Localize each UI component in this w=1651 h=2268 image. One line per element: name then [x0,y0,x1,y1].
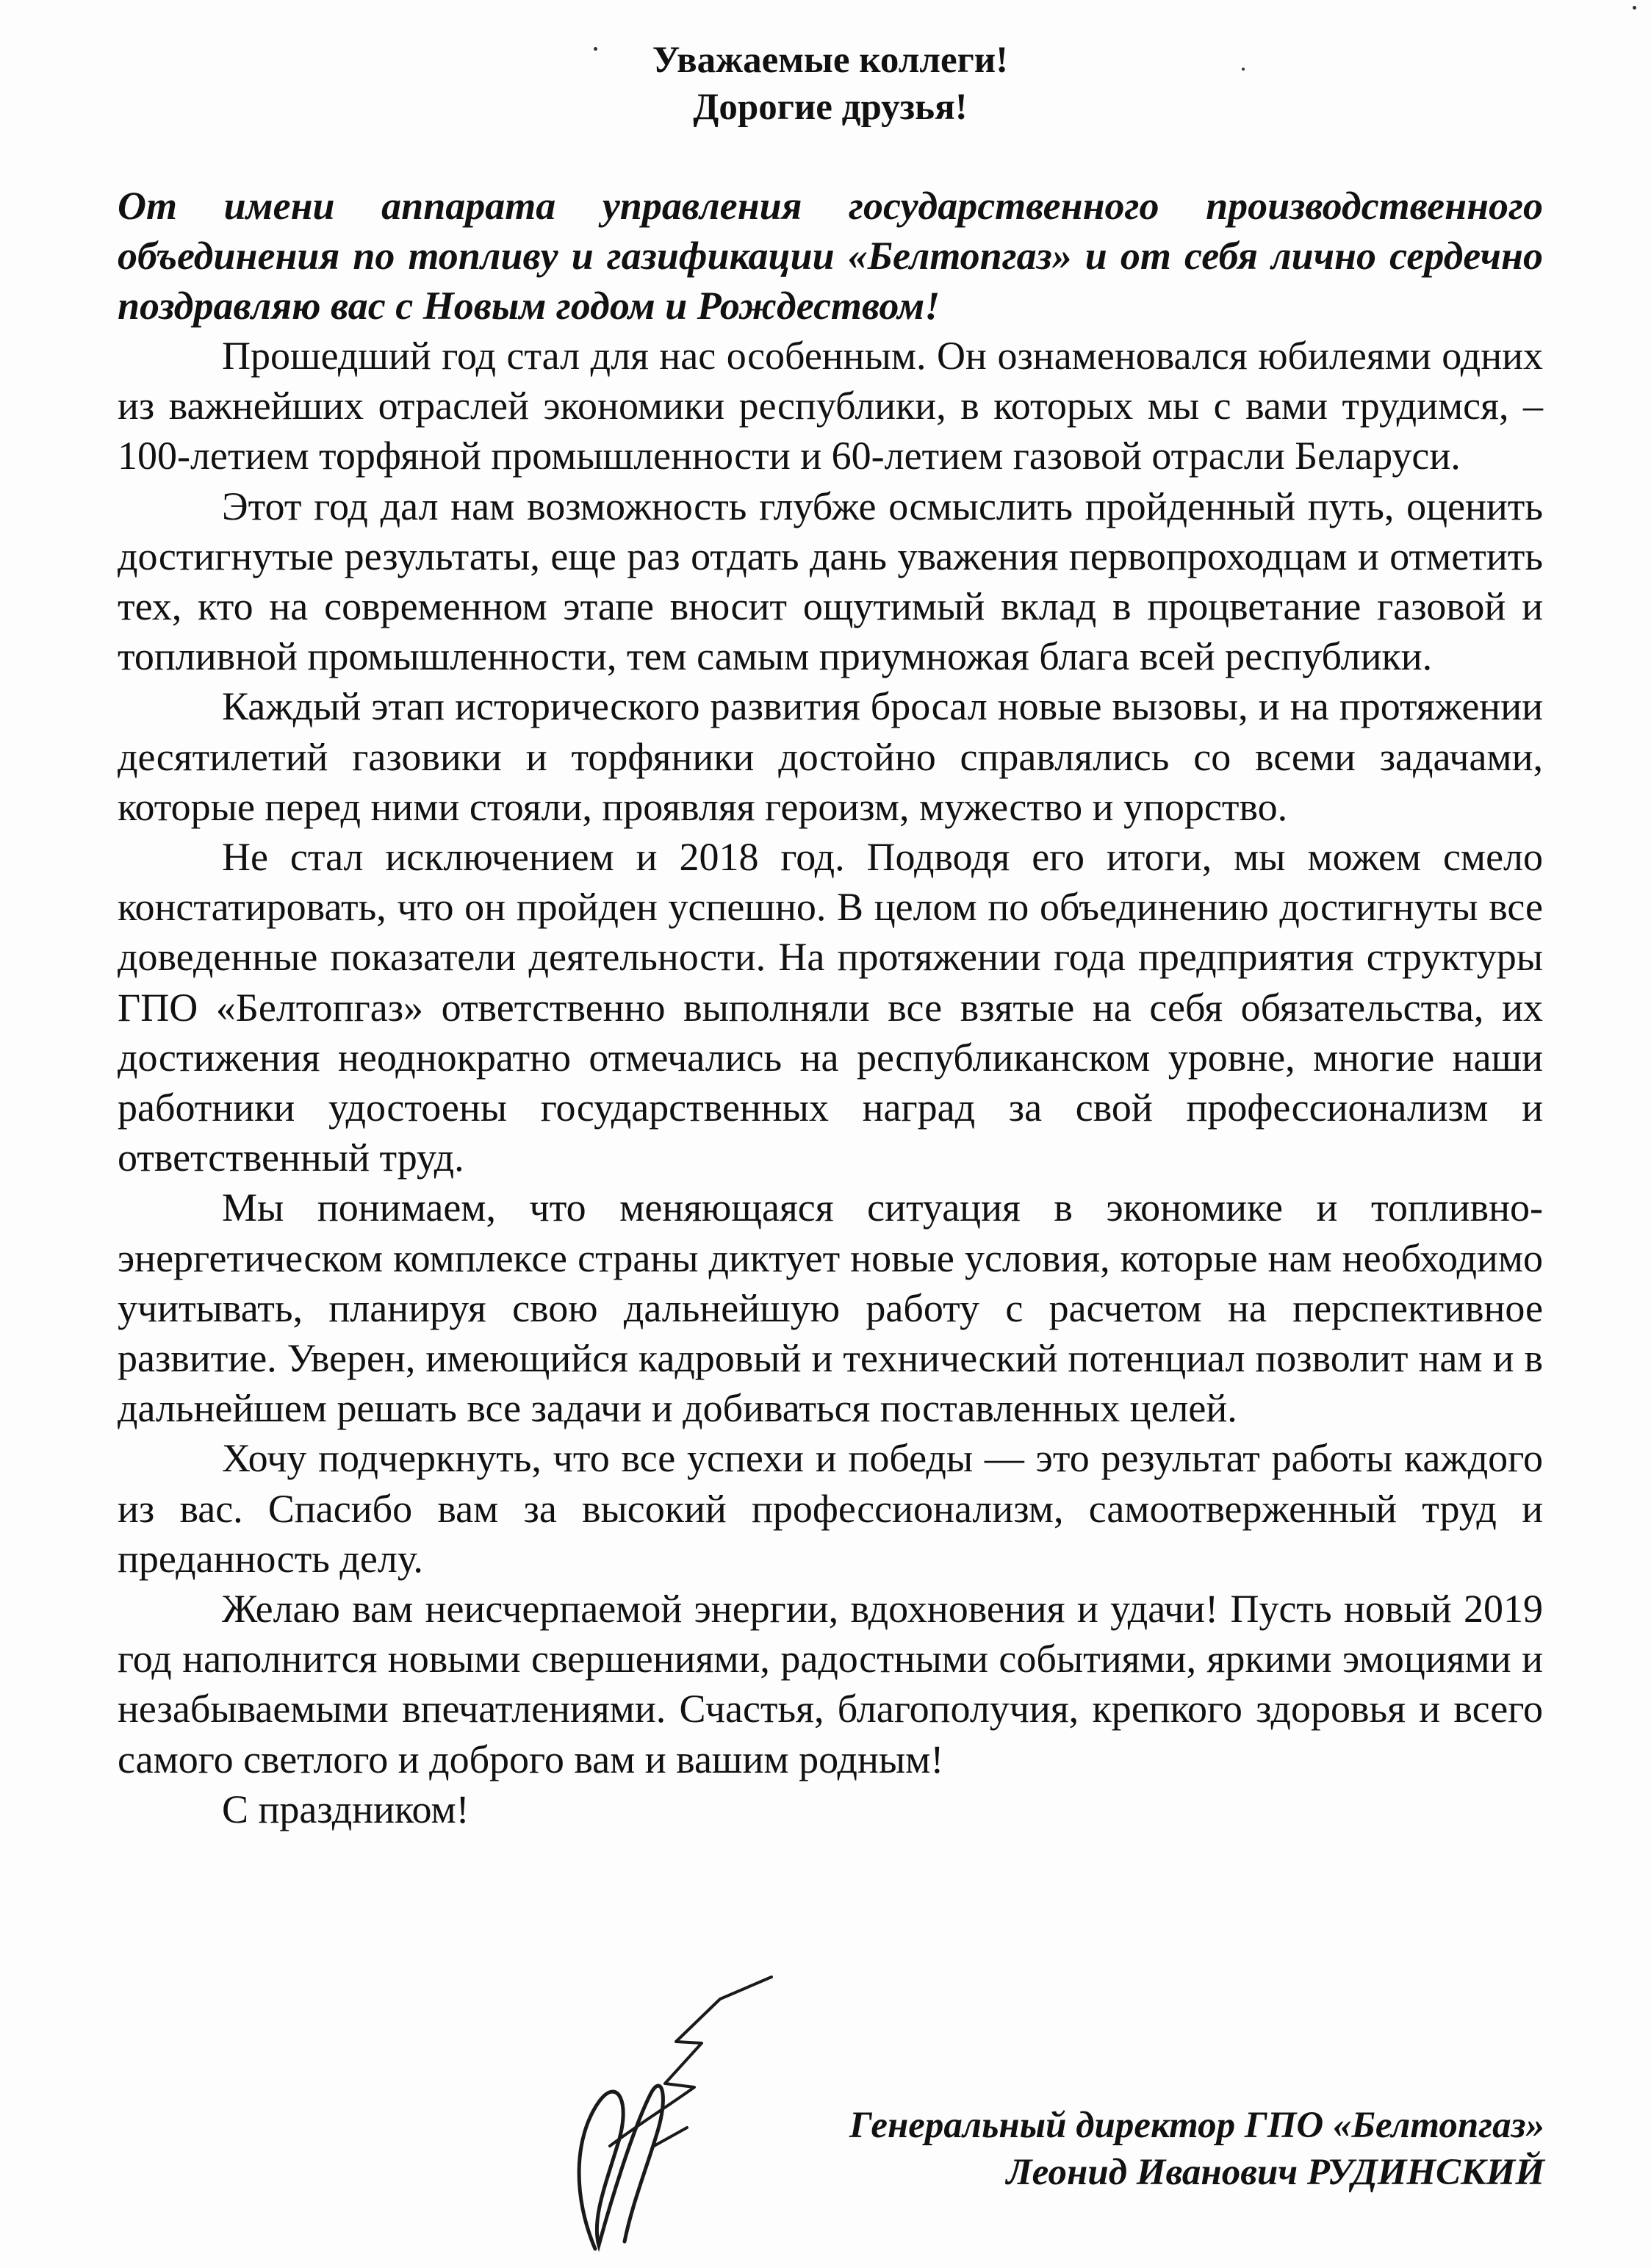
paragraph-anniversary: Прошедший год стал для нас особенным. Он ознаменовался юбилеями одних из важнейших отраслей экономики республики, в которых мы с вами трудимся, – 100-летием торфяной промышленности и 60-летием газовой отрасли Беларуси. [118,334,1543,478]
closing-line: С праздником! [222,1787,470,1831]
greeting [118,37,1543,131]
signatory-name: Леонид Иванович РУДИНСКИЙ [1006,2152,1544,2193]
paragraph-gratitude: Хочу подчеркнуть, что все успехи и победы — это результат работы каждого из вас. Спасибо вам за высокий профессионализм, самоотверженный труд и преданность делу. [118,1436,1543,1581]
signatory-title: Генеральный директор ГПО «Белтопгаз» [849,2105,1544,2146]
lead-paragraph: От имени аппарата управления государственного производственного объединения по топливу и газификации «Белтопгаз» и от себя лично сердечно поздравляю вас с Новым годом и Рождеством! [118,184,1543,328]
greeting-line-1: Уважаемые коллеги! [652,40,1009,81]
paragraph-reflection: Этот год дал нам возможность глубже осмыслить пройденный путь, оценить достигнутые результаты, еще раз отдать дань уважения первопроходцам и отметить тех, кто на современном этапе вносит ощутимый вклад в процветание газовой и топливной промышленности, тем самым приумножая блага всей республики. [118,484,1543,679]
paragraph-wishes: Желаю вам неисчерпаемой энергии, вдохновения и удачи! Пусть новый 2019 год наполнится новыми свершениями, радостными событиями, яркими эмоциями и незабываемыми впечатлениями. Счастья, благополучия, крепкого здоровья и всего самого светлого и доброго вам и вашим родным! [118,1587,1543,1781]
paragraph-2018-results: Не стал исключением и 2018 год. Подводя его итоги, мы можем смело констатировать, что он пройден успешно. В целом по объединению достигнуты все доведенные показатели деятельности. На протяжении года предприятия структуры ГПО «Белтопгаз» ответственно выполняли все взятые на себя обязательства, их достижения неоднократно отмечались на республиканском уровне, многие наши работники удостоены государственных наград за свой профессионализм и ответственный труд. [118,835,1543,1180]
letter-body [118,37,1543,1834]
greeting-line-2: Дорогие друзья! [693,87,968,128]
handwritten-signature [529,1955,779,2264]
scan-speck [1633,6,1636,10]
signature-block [849,2102,1544,2196]
paragraph-outlook: Мы понимаем, что меняющаяся ситуация в экономике и топливно-энергетическом комплексе страны диктует новые условия, которые нам необходимо учитывать, планируя свою дальнейшую работу с расчетом на перспективное развитие. Уверен, имеющийся кадровый и технический потенциал позволит нам и в дальнейшем решать все задачи и добиваться поставленных целей. [118,1185,1543,1431]
paragraph-history: Каждый этап исторического развития бросал новые вызовы, и на протяжении десятилетий газовики и торфяники достойно справлялись со всеми задачами, которые перед ними стояли, проявляя героизм, мужество и упорство. [118,684,1543,829]
